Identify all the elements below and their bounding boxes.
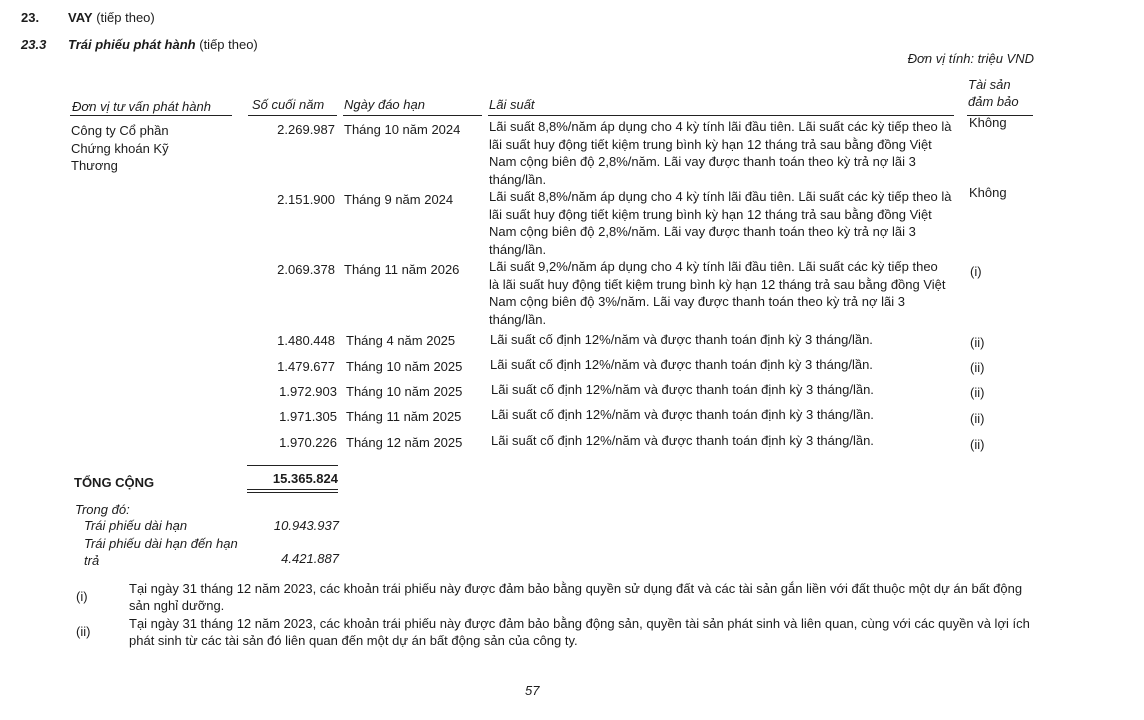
subsection-title-suffix: (tiếp theo) <box>199 37 258 52</box>
footnote-ii-marker: (ii) <box>76 624 91 639</box>
row-3-rate: Lãi suất cố định 12%/năm và được thanh toán định kỳ 3 tháng/lần. <box>490 332 873 347</box>
row-4-collateral: (ii) <box>970 360 985 375</box>
row-3-collateral: (ii) <box>970 335 985 350</box>
row-6-balance: 1.971.305 <box>279 409 337 424</box>
row-3-balance: 1.480.448 <box>277 333 335 348</box>
header-balance: Số cuối năm <box>252 97 325 112</box>
row-6-maturity: Tháng 11 năm 2025 <box>346 409 462 424</box>
row-0-balance: 2.269.987 <box>277 122 335 137</box>
row-2-collateral: (i) <box>970 264 982 279</box>
header-collateral: Tài sản đảm bảo <box>968 77 1019 109</box>
row-3-maturity: Tháng 4 năm 2025 <box>346 333 456 348</box>
footnote-i-text: Tại ngày 31 tháng 12 năm 2023, các khoản trái phiếu này được đảm bảo bằng quyền sử dụng đất và các tài sản gắn liền với đất thuộc một dự án bất động sản nghỉ dưỡng. <box>129 581 1023 613</box>
header-rate: Lãi suất <box>489 97 535 112</box>
row-2-rate: Lãi suất 9,2%/năm áp dụng cho 4 kỳ tính lãi đầu tiên. Lãi suất các kỳ tiếp theo là lãi suất huy động tiết kiệm trung bình kỳ hạn 12 tháng trả sau bằng đồng Việt Nam cộng biên độ 3%/năm. Lãi vay được thanh toán theo kỳ trả nợ lãi 3 tháng/lần. <box>489 259 946 327</box>
row-0-maturity: Tháng 10 năm 2024 <box>344 122 461 137</box>
row-4-balance: 1.479.677 <box>277 359 335 374</box>
row-6-rate: Lãi suất cố định 12%/năm và được thanh toán định kỳ 3 tháng/lần. <box>491 407 874 422</box>
row-7-maturity: Tháng 12 năm 2025 <box>346 435 463 450</box>
row-1-rate: Lãi suất 8,8%/năm áp dụng cho 4 kỳ tính lãi đầu tiên. Lãi suất các kỳ tiếp theo là lãi suất huy động tiết kiệm trung bình kỳ hạn 12 tháng trả sau bằng đồng Việt Nam cộng biên độ 2,8%/năm. Lãi vay được thanh toán theo kỳ trả nợ lãi 3 tháng/lần. <box>489 189 952 257</box>
row-6-collateral: (ii) <box>970 411 985 426</box>
row-4-rate: Lãi suất cố định 12%/năm và được thanh toán định kỳ 3 tháng/lần. <box>490 357 873 372</box>
row-1-collateral: Không <box>969 185 1007 200</box>
header-issuer: Đơn vị tư vấn phát hành <box>72 99 211 114</box>
row-0-collateral: Không <box>969 115 1007 130</box>
subsection-number: 23.3 <box>21 37 47 52</box>
total-rule-top <box>247 465 338 466</box>
issuer-name: Công ty Cổ phần Chứng khoán Kỹ Thương <box>71 123 169 173</box>
total-rule-bottom-1 <box>247 489 338 490</box>
row-2-balance: 2.069.378 <box>277 262 335 277</box>
row-2-maturity: Tháng 11 năm 2026 <box>344 262 460 277</box>
header-maturity: Ngày đáo hạn <box>344 97 425 112</box>
row-7-balance: 1.970.226 <box>279 435 337 450</box>
subsection-title <box>68 37 258 52</box>
row-5-balance: 1.972.903 <box>279 384 337 399</box>
row-1-maturity: Tháng 9 năm 2024 <box>344 192 454 207</box>
section-title-text: VAY <box>68 10 93 25</box>
unit-note: Đơn vị tính: triệu VND <box>907 51 1034 66</box>
section-title-suffix: (tiếp theo) <box>96 10 155 25</box>
breakdown-label: Trong đó: <box>75 502 130 517</box>
header-rule-balance <box>248 115 337 116</box>
breakdown-current-value: 4.421.887 <box>281 551 339 566</box>
total-rule-bottom-2 <box>247 492 338 493</box>
breakdown-current-label: Trái phiếu dài hạn đến hạn trả <box>84 536 238 568</box>
total-label: TỔNG CỘNG <box>74 475 155 490</box>
total-value: 15.365.824 <box>272 471 338 486</box>
section-number: 23. <box>21 10 40 25</box>
row-4-maturity: Tháng 10 năm 2025 <box>346 359 463 374</box>
breakdown-long-term-value: 10.943.937 <box>273 518 339 533</box>
row-0-rate: Lãi suất 8,8%/năm áp dụng cho 4 kỳ tính lãi đầu tiên. Lãi suất các kỳ tiếp theo là lãi suất huy động tiết kiệm trung bình kỳ hạn 12 tháng trả sau bằng đồng Việt Nam cộng biên độ 2,8%/năm. Lãi vay được thanh toán theo kỳ trả nợ lãi 3 tháng/lần. <box>489 119 952 187</box>
row-5-maturity: Tháng 10 năm 2025 <box>346 384 463 399</box>
section-title <box>68 10 155 25</box>
row-5-collateral: (ii) <box>970 385 985 400</box>
footnote-i-marker: (i) <box>76 589 88 604</box>
subsection-title-text: Trái phiếu phát hành <box>68 37 196 52</box>
page-number: 57 <box>525 683 540 698</box>
row-1-balance: 2.151.900 <box>277 192 335 207</box>
header-rule-rate <box>488 115 954 116</box>
row-7-collateral: (ii) <box>970 437 985 452</box>
header-rule-issuer <box>70 115 232 116</box>
header-rule-maturity <box>343 115 482 116</box>
breakdown-long-term-label: Trái phiếu dài hạn <box>84 518 188 533</box>
footnote-ii-text: Tại ngày 31 tháng 12 năm 2023, các khoản trái phiếu này được đảm bảo bằng động sản, quyền tài sản phát sinh và liên quan, cùng với các quyền và lợi ích phát sinh từ các tài sản đó liên quan đến một dự án bất động sản của công ty. <box>129 616 1030 648</box>
row-7-rate: Lãi suất cố định 12%/năm và được thanh toán định kỳ 3 tháng/lần. <box>491 433 874 448</box>
row-5-rate: Lãi suất cố định 12%/năm và được thanh toán định kỳ 3 tháng/lần. <box>491 382 874 397</box>
